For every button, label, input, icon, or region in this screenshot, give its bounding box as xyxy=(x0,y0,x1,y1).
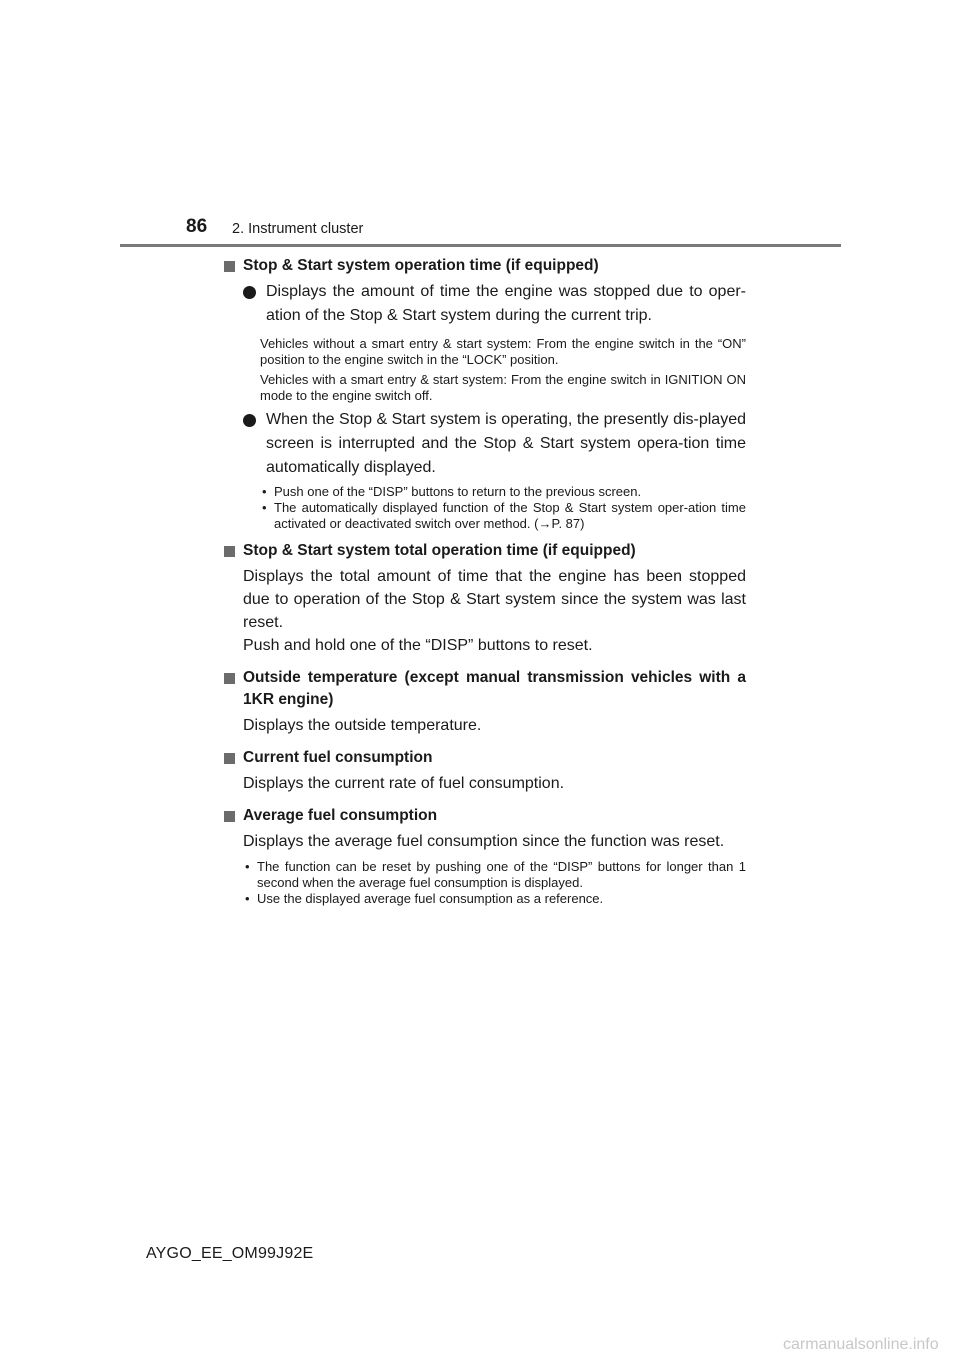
content xyxy=(224,255,746,915)
heading-average-fuel xyxy=(224,805,746,827)
heading-stop-start-total xyxy=(224,540,746,562)
sub-item-text: The automatically displayed function of the Stop & Start system oper-ation time activated or deactivated switch over method. (→P. 87) xyxy=(274,500,746,531)
square-bullet-icon xyxy=(224,673,235,684)
sub-bullet-icon: • xyxy=(262,500,267,515)
paragraph: Displays the total amount of time that the engine has been stopped due to operation of the Stop & Start system since the system was last reset. xyxy=(243,568,746,631)
circle-bullet-icon xyxy=(243,414,256,427)
heading-stop-start-time xyxy=(224,255,746,277)
heading-current-fuel xyxy=(224,747,746,769)
spacer xyxy=(224,737,746,747)
sub-bullet-icon: • xyxy=(262,484,267,499)
sub-item xyxy=(243,891,746,907)
sub-item xyxy=(260,484,746,500)
heading-text: Stop & Start system operation time (if equipped) xyxy=(243,257,599,274)
heading-text: Outside temperature (except manual transmission vehicles with a 1KR engine) xyxy=(243,669,746,708)
sub-item xyxy=(243,859,746,891)
heading-text: Average fuel consumption xyxy=(243,807,438,824)
circle-bullet-icon xyxy=(243,286,256,299)
sub-item-text: Use the displayed average fuel consumption as a reference. xyxy=(257,891,604,906)
watermark: carmanualsonline.info xyxy=(783,1336,939,1353)
section-title: 2. Instrument cluster xyxy=(232,221,364,237)
heading-text: Current fuel consumption xyxy=(243,749,433,766)
paragraph: Push and hold one of the “DISP” buttons to reset. xyxy=(243,637,593,654)
bullet-text: When the Stop & Start system is operating, the presently dis-played screen is interrupted and the Stop & Start system opera-tion time automatically displayed. xyxy=(266,411,746,476)
sub-item xyxy=(260,500,746,532)
sub-item-text: Push one of the “DISP” buttons to return to the previous screen. xyxy=(274,484,642,499)
square-bullet-icon xyxy=(224,261,235,272)
header-rule xyxy=(120,244,841,247)
bullet-item xyxy=(224,280,746,328)
sub-bullet-icon: • xyxy=(245,859,250,874)
heading-outside-temperature xyxy=(224,667,746,711)
paragraph: Displays the current rate of fuel consumption. xyxy=(243,775,565,792)
spacer xyxy=(224,795,746,805)
document-code: AYGO_EE_OM99J92E xyxy=(146,1245,314,1262)
sub-item-text: The function can be reset by pushing one of the “DISP” buttons for longer than 1 second when the average fuel consumption is displayed. xyxy=(257,859,746,890)
square-bullet-icon xyxy=(224,811,235,822)
spacer xyxy=(224,657,746,667)
page-number: 86 xyxy=(186,216,208,237)
sub-list xyxy=(224,484,746,532)
note-text: Vehicles without a smart entry & start system: From the engine switch in the “ON” position to the engine switch in the “LOCK” position. xyxy=(260,336,746,367)
square-bullet-icon xyxy=(224,546,235,557)
bullet-item xyxy=(224,408,746,480)
heading-text: Stop & Start system total operation time (if equipped) xyxy=(243,542,636,559)
sub-bullet-icon: • xyxy=(245,891,250,906)
square-bullet-icon xyxy=(224,753,235,764)
bullet-text: Displays the amount of time the engine was stopped due to oper-ation of the Stop & Start system during the current trip. xyxy=(266,283,746,324)
paragraph: Displays the outside temperature. xyxy=(243,717,482,734)
paragraph: Displays the average fuel consumption since the function was reset. xyxy=(243,833,725,850)
note-text: Vehicles with a smart entry & start system: From the engine switch in IGNITION ON mode to the engine switch off. xyxy=(260,372,746,403)
sub-list xyxy=(224,859,746,907)
